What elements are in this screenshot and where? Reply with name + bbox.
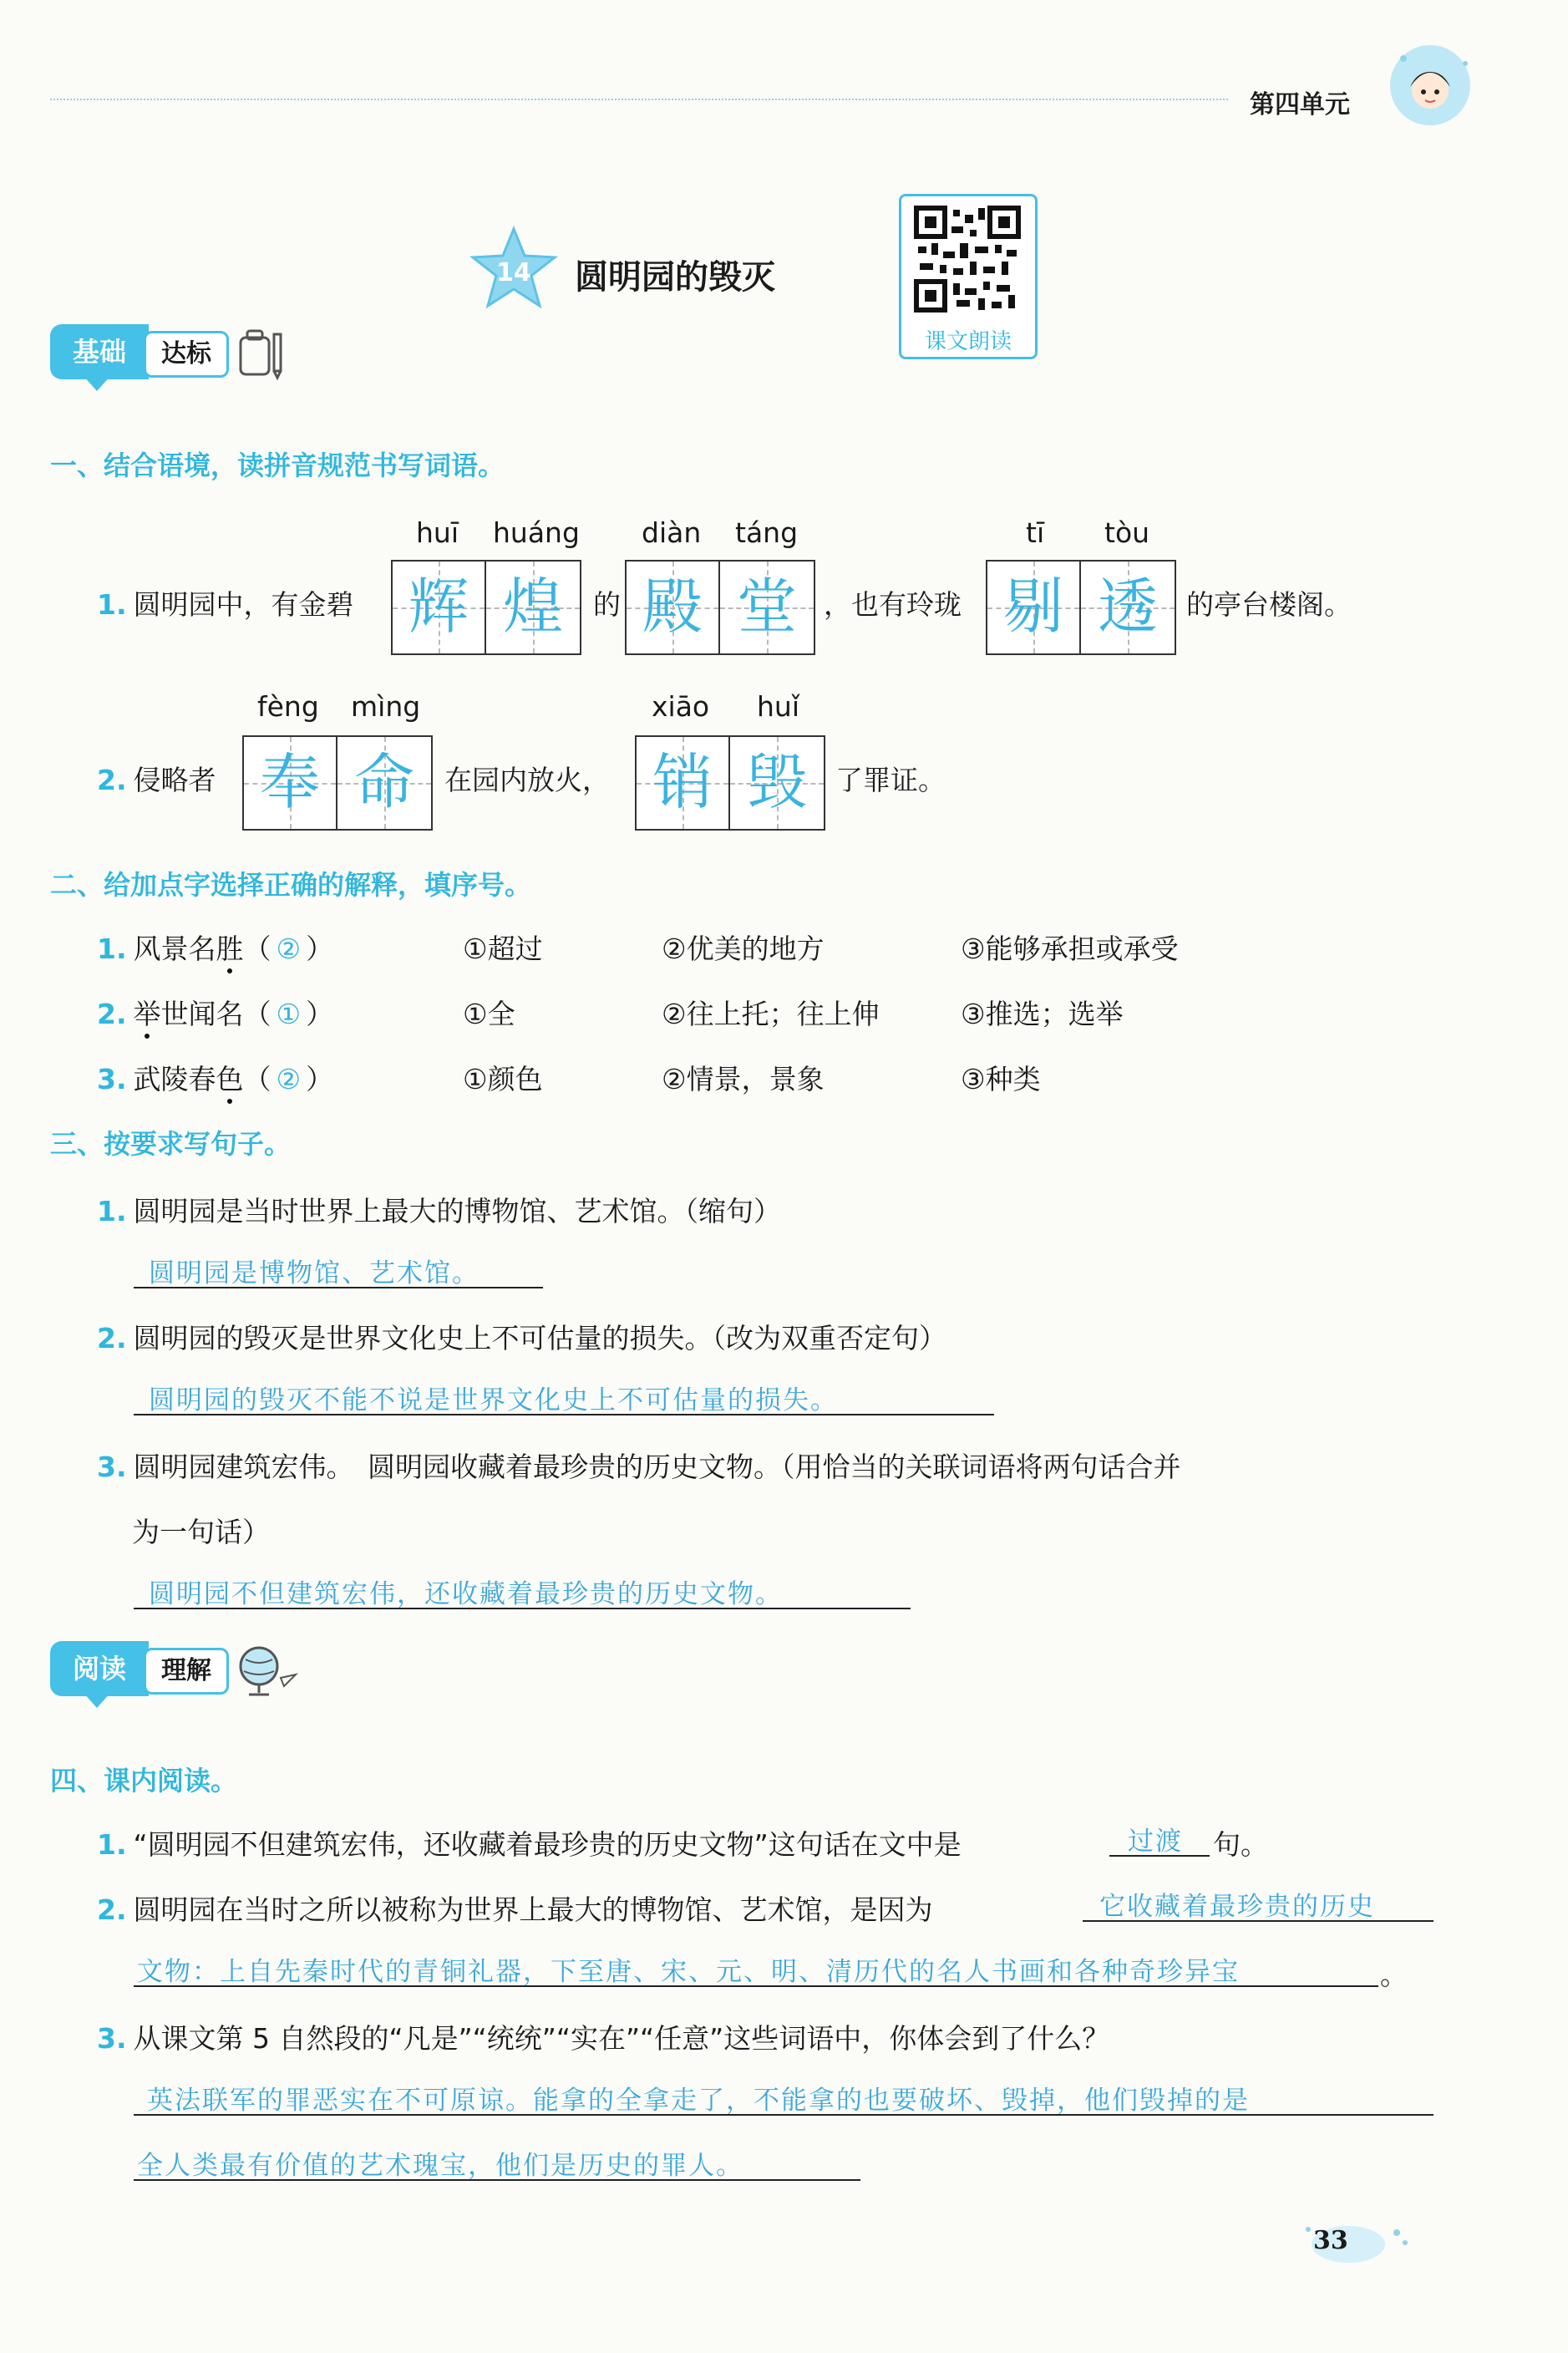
s1-q2-post: 了罪证。: [835, 764, 946, 796]
header-dotted-line: [50, 99, 1228, 100]
dotted-char: 胜: [216, 933, 244, 965]
qr-code-icon: [913, 205, 1022, 313]
banner-tail: [84, 1693, 110, 1708]
write-box-word2[interactable]: [625, 560, 815, 655]
dotted-char: 色: [216, 1063, 244, 1095]
s4-q1: 1. “圆明园不但建筑宏伟，还收藏着最珍贵的历史文物”这句话在文中是: [97, 1828, 962, 1861]
s1-q1-pre: 1. 圆明园中，有金碧: [97, 588, 354, 621]
s3-q1: 1. 圆明园是当时世界上最大的博物馆、艺术馆。（缩句）: [97, 1195, 781, 1227]
s2-answer2: ①: [276, 998, 302, 1030]
char-huang: 煌: [502, 572, 563, 642]
pinyin-word5-b: huǐ: [757, 690, 799, 723]
s3-q2-underline: [134, 1414, 994, 1415]
s2-item1-opt1: ①超过: [463, 933, 543, 965]
s4-q3-underline1: [134, 2114, 1434, 2116]
s1-q1-post: 的亭台楼阁。: [1186, 588, 1352, 621]
s2-item2-opt1: ①全: [463, 998, 515, 1030]
pinyin-word3-a: tī: [1026, 516, 1045, 549]
section1-heading: 一、结合语境，读拼音规范书写词语。: [50, 450, 505, 481]
banner-reading-left: 阅读: [50, 1641, 149, 1696]
char-hui2: 毁: [746, 747, 807, 817]
char-feng: 奉: [259, 747, 320, 817]
s3-q3-underline: [134, 1608, 911, 1609]
char-tang: 堂: [736, 572, 797, 642]
char-ming: 命: [353, 747, 414, 817]
s1-q1-num: 1.: [97, 588, 127, 621]
qr-label: 课文朗读: [924, 329, 1012, 354]
s4-q1-underline: [1109, 1855, 1210, 1857]
banner-basic-left: 基础: [50, 324, 149, 379]
s2-item1-opt3: ③能够承担或承受: [961, 933, 1179, 965]
lesson-number: 14: [496, 258, 531, 287]
s4-q2-underline1: [1083, 1920, 1434, 1922]
char-xiao: 销: [652, 747, 713, 817]
s4-q2-post: 。: [1380, 1959, 1408, 1991]
qr-code-box[interactable]: [899, 194, 1038, 359]
s2-item3-opt1: ①颜色: [463, 1063, 543, 1095]
s3-q1-answer[interactable]: 圆明园是博物馆、艺术馆。: [149, 1258, 480, 1288]
s4-q3: 3. 从课文第 5 自然段的“凡是”“统统”“实在”“任意”这些词语中，你体会到了什么？: [97, 2022, 1110, 2055]
pinyin-word2-a: diàn: [642, 516, 702, 549]
dotted-char: 举: [133, 998, 161, 1030]
write-box-word4[interactable]: [242, 735, 433, 831]
page-number-cloud-icon: [1293, 2213, 1418, 2274]
section3-heading: 三、按要求写句子。: [50, 1128, 292, 1160]
s4-q2-answer2[interactable]: 文物：上自先秦时代的青铜礼器，下至唐、宋、元、明、清历代的名人书画和各种奇珍异宝: [137, 1957, 1240, 1987]
unit-label: 第四单元: [1250, 90, 1350, 119]
globe-icon: [234, 1641, 301, 1703]
s3-q2: 2. 圆明园的毁灭是世界文化史上不可估量的损失。（改为双重否定句）: [97, 1322, 946, 1354]
s2-item2-opt2: ②往上托；往上伸: [662, 998, 880, 1030]
s4-q3-answer2[interactable]: 全人类最有价值的艺术瑰宝，他们是历史的罪人。: [137, 2151, 743, 2181]
s1-q2-num: 2.: [97, 764, 127, 796]
s4-q3-answer1[interactable]: 英法联军的罪恶实在不可原谅。能拿的全拿走了，不能拿的也要破坏、毁掉，他们毁掉的是: [147, 2086, 1250, 2116]
char-hui: 辉: [408, 572, 469, 642]
banner-reading-right: 理解: [144, 1648, 229, 1695]
page-number: 33: [1313, 2226, 1348, 2255]
pinyin-word1-b: huáng: [493, 516, 580, 549]
s4-q1-answer[interactable]: 过渡: [1128, 1827, 1183, 1857]
write-box-word5[interactable]: [635, 735, 825, 831]
s1-q1-mid1: 的: [593, 588, 621, 621]
s3-q3: 3. 圆明园建筑宏伟。 圆明园收藏着最珍贵的历史文物。（用恰当的关联词语将两句话合并: [97, 1451, 1181, 1483]
s2-item2-opt3: ③推选；选举: [961, 998, 1124, 1030]
pinyin-word2-b: táng: [735, 516, 799, 549]
s4-q3-underline2: [134, 2179, 860, 2181]
s3-q3-answer[interactable]: 圆明园不但建筑宏伟，还收藏着最珍贵的历史文物。: [149, 1579, 783, 1609]
pinyin-word1-a: huī: [416, 516, 459, 549]
banner-basic-right: 达标: [144, 331, 229, 378]
s2-answer1: ②: [276, 933, 302, 965]
section4-heading: 四、课内阅读。: [50, 1765, 238, 1797]
pinyin-word4-b: mìng: [351, 690, 421, 723]
s3-q1-underline: [134, 1287, 543, 1288]
s4-q2-underline2: [134, 1985, 1378, 1987]
char-tou: 透: [1097, 572, 1158, 642]
char-dian: 殿: [642, 572, 703, 642]
s4-q2-answer1[interactable]: 它收藏着最珍贵的历史: [1099, 1892, 1375, 1922]
s4-q1-post: 句。: [1213, 1828, 1268, 1861]
s2-item3-opt3: ③种类: [961, 1063, 1041, 1095]
s2-item1-opt2: ②优美的地方: [662, 933, 825, 965]
s4-q2: 2. 圆明园在当时之所以被称为世界上最大的博物馆、艺术馆，是因为: [97, 1893, 933, 1926]
lesson-star-icon: [468, 226, 560, 313]
s2-item3: 3. 武陵春色（ ② ）: [97, 1063, 334, 1095]
pinyin-word4-a: fèng: [257, 690, 319, 723]
pinyin-word3-b: tòu: [1104, 516, 1150, 549]
lesson-title: 圆明园的毁灭: [575, 257, 775, 297]
girl-illustration-icon: [1378, 25, 1487, 137]
s1-q2-pre: 2. 侵略者: [97, 764, 216, 796]
write-box-word1[interactable]: [391, 560, 581, 655]
section2-heading: 二、给加点字选择正确的解释，填序号。: [50, 869, 532, 901]
banner-tail: [84, 376, 110, 391]
s1-q2-mid: 在园内放火，: [444, 764, 610, 796]
s2-item1: 1. 风景名胜（ ② ）: [97, 933, 334, 965]
char-ti: 剔: [1002, 572, 1063, 642]
s1-q1-mid2: ，也有玲珑: [824, 588, 962, 621]
write-box-word3[interactable]: [986, 560, 1176, 655]
pinyin-word5-a: xiāo: [652, 690, 710, 723]
s2-item2: 2. 举世闻名（ ① ）: [97, 998, 334, 1030]
s2-answer3: ②: [276, 1063, 302, 1095]
s2-item3-opt2: ②情景，景象: [662, 1063, 825, 1095]
s3-q2-answer[interactable]: 圆明园的毁灭不能不说是世界文化史上不可估量的损失。: [149, 1385, 838, 1415]
s3-q3-cont: 为一句话）: [132, 1516, 270, 1548]
cup-pencil-icon: [234, 324, 292, 386]
